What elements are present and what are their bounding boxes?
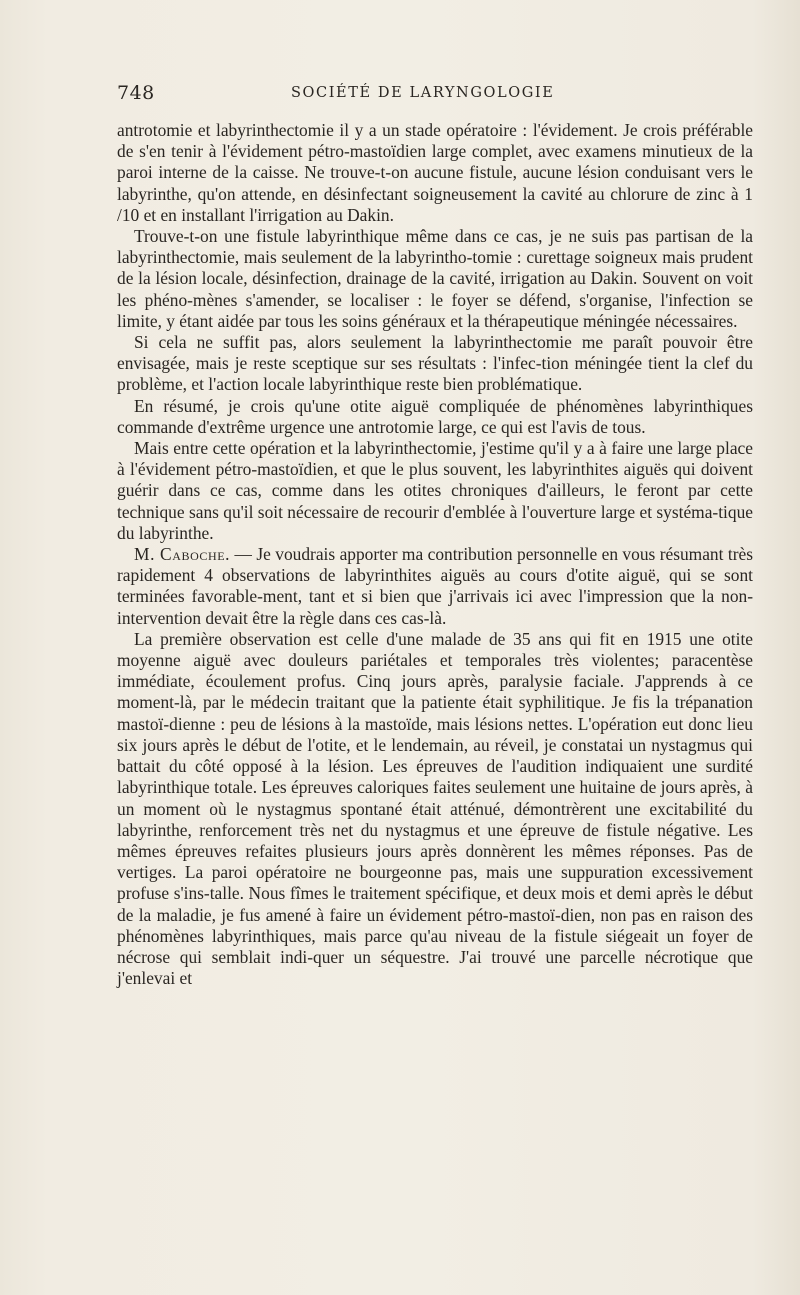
- paragraph: Mais entre cette opération et la labyrinthectomie, j'estime qu'il y a à faire une large place à l'évidement pétro-mastoïdien, et que le plus souvent, les labyrinthites aiguës qui doivent guérir dans ce cas, comme dans les otites chroniques d'ailleurs, le feront par cette technique sans qu'il soit nécessaire de recourir d'emblée à l'ouverture large et systéma-tique du labyrinthe.: [117, 438, 753, 543]
- page-header: [117, 82, 683, 108]
- paragraph: La première observation est celle d'une malade de 35 ans qui fit en 1915 une otite moyenne aiguë avec douleurs pariétales et temporales très violentes; paracentèse immédiate, écoulement profus. Cinq jours après, paralysie faciale. J'apprends à ce moment-là, par le médecin traitant que la patiente était syphilitique. Je fis la trépanation mastoï-dienne : peu de lésions à la mastoïde, mais lésions nettes. L'opération eut donc lieu six jours après le début de l'otite, et le lendemain, au réveil, je constatai un nystagmus qui battait du côté opposé à la lésion. Les épreuves de l'audition indiquaient une surdité labyrinthique totale. Les épreuves caloriques faites seulement une huitaine de jours après, à un moment où le nystagmus spontané était atténué, démontrèrent une excitabilité du labyrinthe, renforcement très net du nystagmus et une épreuve de fistule négative. Les mêmes épreuves refaites plusieurs jours après donnèrent les mêmes réponses. Pas de vertiges. La paroi opératoire ne bourgeonne pas, mais une suppuration excessivement profuse s'ins-talle. Nous fîmes le traitement spécifique, et deux mois et demi après le début de la maladie, je fus amené à faire un évidement pétro-mastoï-dien, non pas en raison des phénomènes labyrinthiques, mais parce qu'au niveau de la fistule siégeait un foyer de nécrose qui semblait indi-quer un séquestre. J'ai trouvé une parcelle nécrotique que j'enlevai et: [117, 628, 753, 989]
- paragraph: Si cela ne suffit pas, alors seulement la labyrinthectomie me paraît pouvoir être envisagée, mais je reste sceptique sur ses résultats : l'infec-tion méningée tient la clef du problème, et l'action locale labyrinthique reste bien problématique.: [117, 332, 753, 395]
- paragraph: En résumé, je crois qu'une otite aiguë compliquée de phénomènes labyrinthiques commande d'extrême urgence une antrotomie large, ce qui est l'avis de tous.: [117, 395, 753, 437]
- paragraph: [117, 544, 753, 629]
- running-title: SOCIÉTÉ DE LARYNGOLOGIE: [291, 85, 555, 101]
- paragraph-text: — Je voudrais apporter ma contribution personnelle en vous résumant très rapidement 4 observations de labyrinthites aiguës au cours d'otite aiguë, qui se sont terminées favorable-ment, tant et si bien que j'arrivais ici avec l'impression que la non-intervention devait être la règle dans ces cas-là.: [117, 544, 753, 628]
- body-text: [117, 120, 753, 989]
- speaker-name: M. Caboche.: [134, 544, 231, 565]
- paragraph: Trouve-t-on une fistule labyrinthique même dans ce cas, je ne suis pas partisan de la labyrinthectomie, mais seulement de la labyrintho-tomie : curettage soigneux mais prudent de la lésion locale, désinfection, drainage de la cavité, irrigation au Dakin. Souvent on voit les phéno-mènes s'amender, se localiser : le foyer se défend, s'organise, l'infection se limite, y étant aidée par tous les soins généraux et la thérapeutique méningée nécessaires.: [117, 226, 753, 331]
- page-number: 748: [117, 82, 155, 104]
- paragraph: antrotomie et labyrinthectomie il y a un stade opératoire : l'évidement. Je crois préférable de s'en tenir à l'évidement pétro-mastoïdien large complet, avec examens minutieux de la paroi interne de la caisse. Ne trouve-t-on aucune fistule, aucune lésion conduisant vers le labyrinthe, qu'on attende, en désinfectant soigneusement la cavité au chlorure de zinc à 1 /10 et en installant l'irrigation au Dakin.: [117, 120, 753, 225]
